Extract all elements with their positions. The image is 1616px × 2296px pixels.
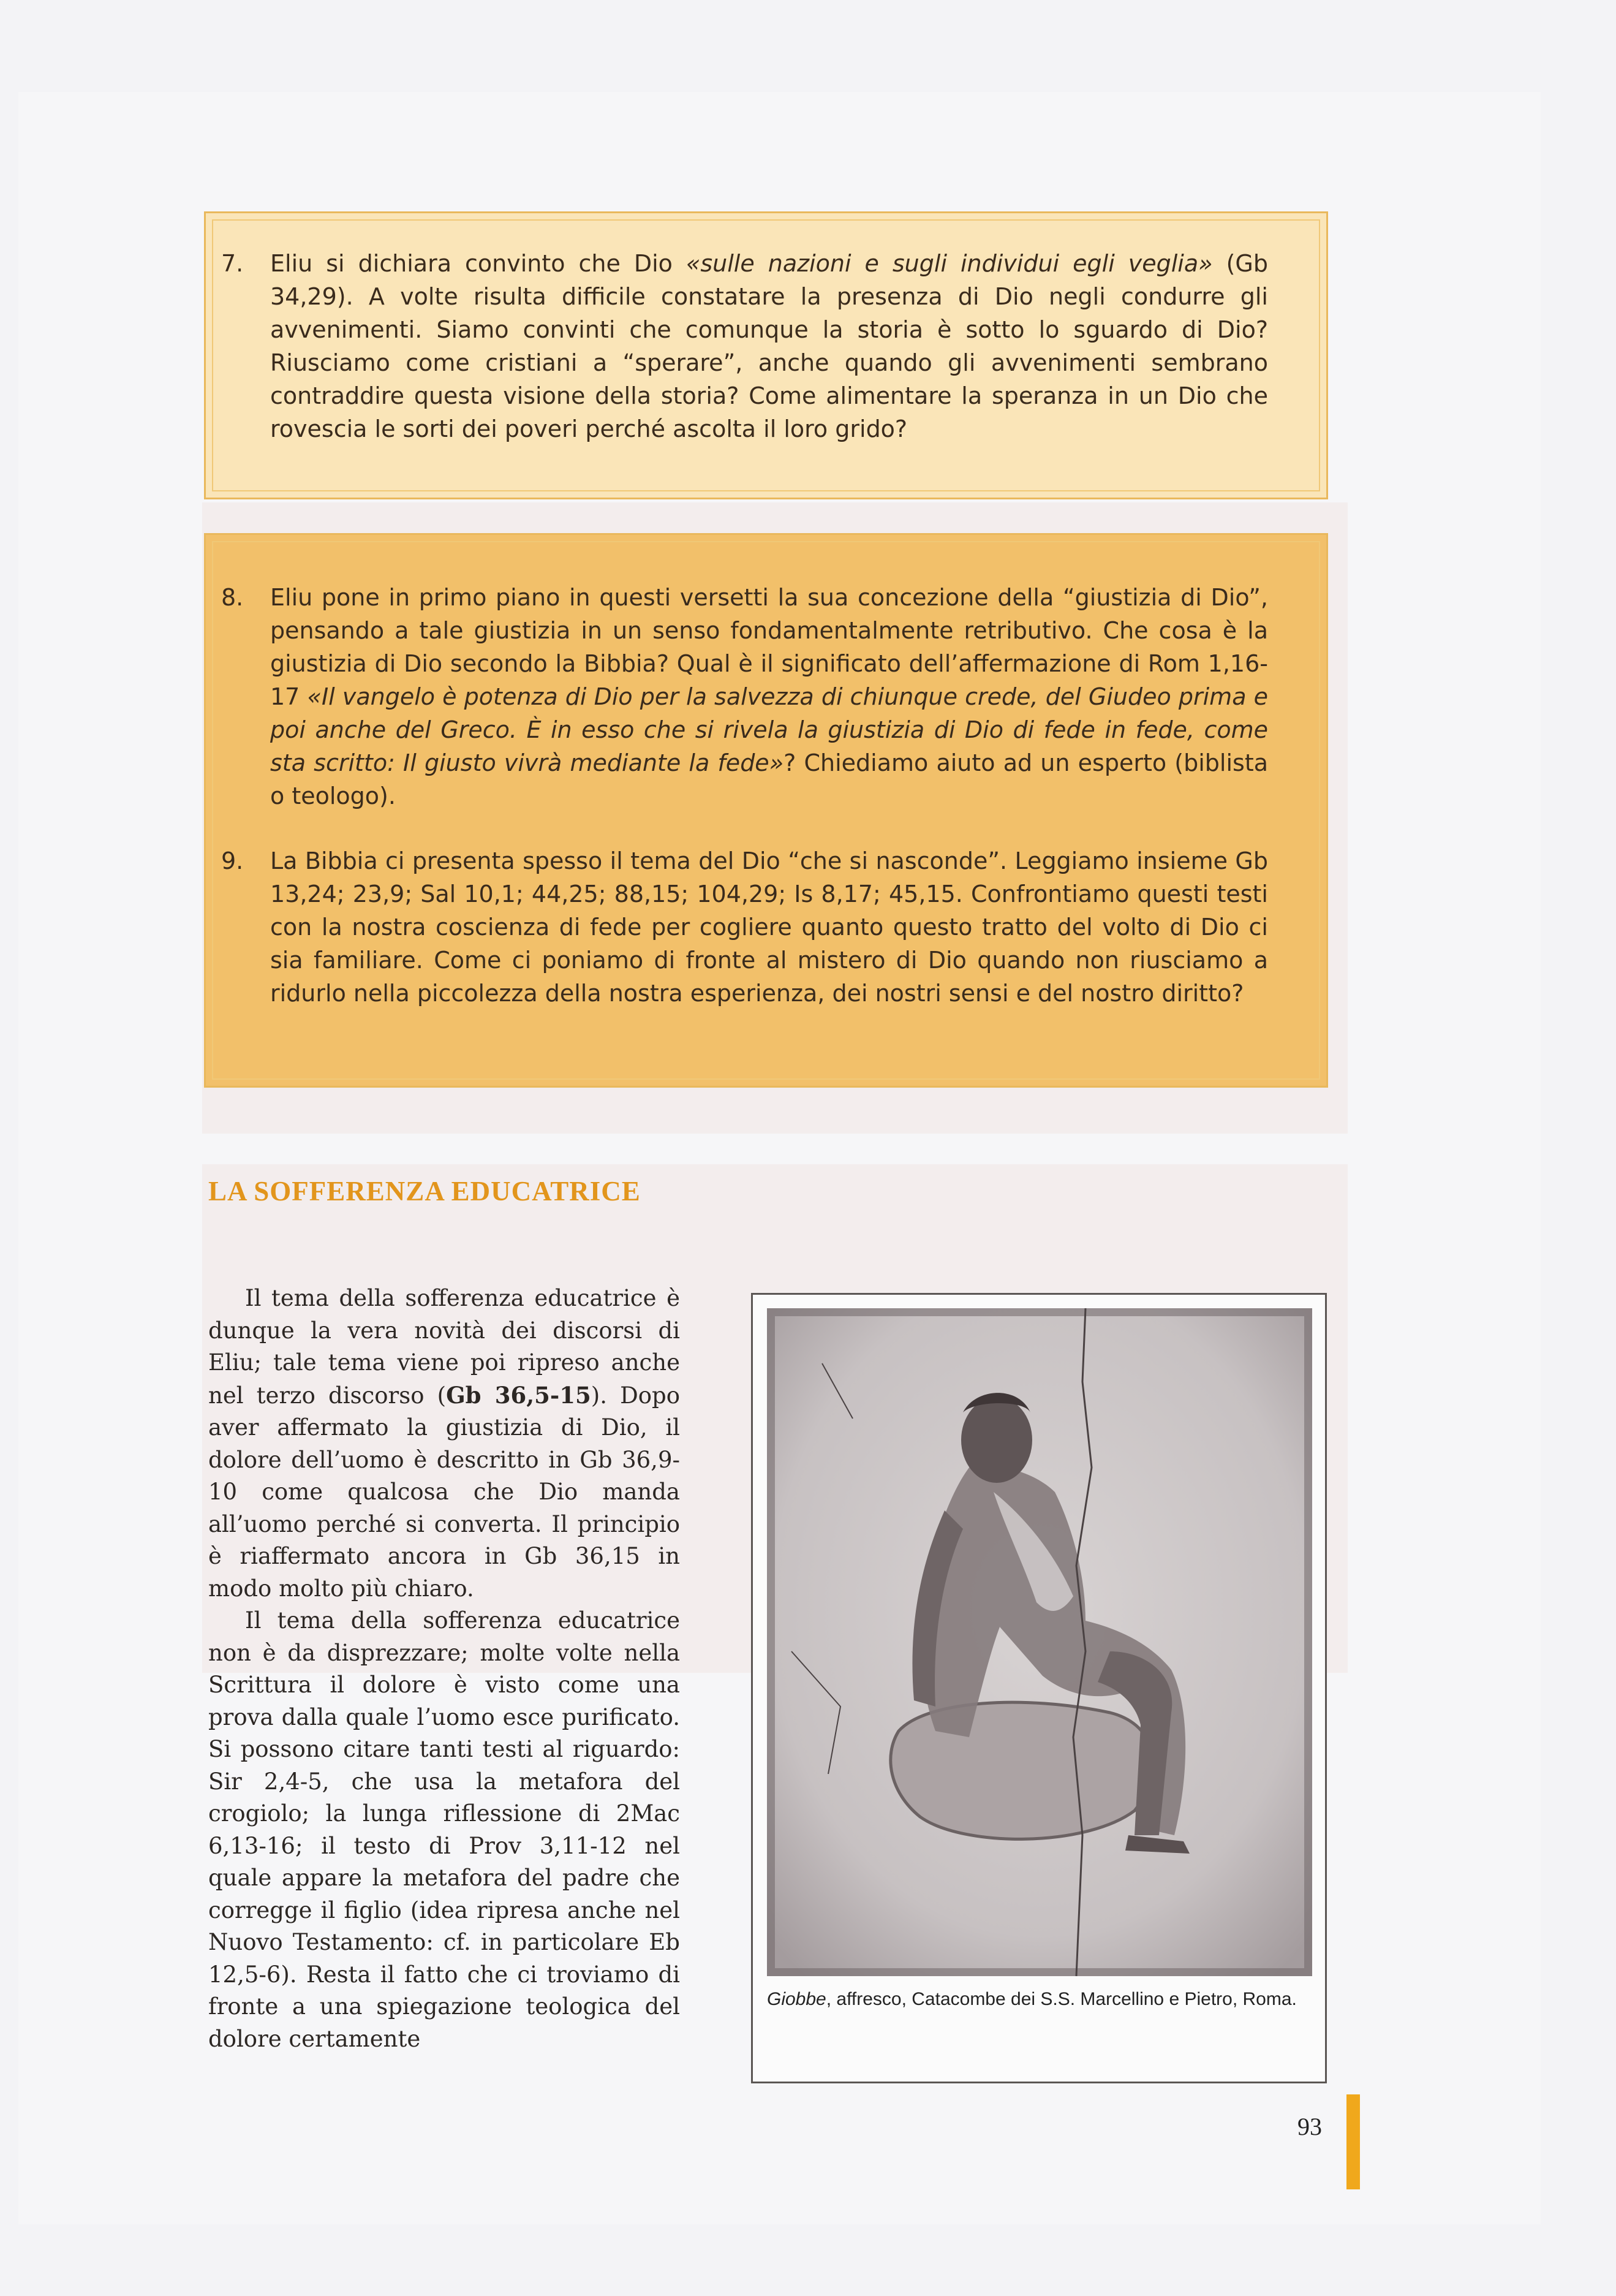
- caption-title: Giobbe: [767, 1989, 826, 2009]
- page-number: 93: [1297, 2113, 1322, 2140]
- section-title: LA SOFFERENZA EDUCATRICE: [208, 1176, 641, 1207]
- question-7: [221, 247, 1268, 445]
- figure-caption: Giobbe, affresco, Catacombe dei S.S. Marcellino e Pietro, Roma.: [767, 1989, 1297, 2009]
- question-box-dark: [204, 533, 1328, 1088]
- question-text: Eliu pone in primo piano in questi versetti la sua concezione della “giustizia di Dio”, pensando a tale giustizia in un senso fondamentalmente retributivo. Che cosa è la giustizia di Dio secondo la Bibbia? Qual è il significato dell’affermazione di Rom 1,16-17 «Il vangelo è potenza di Dio per la salvezza di chiunque crede, del Giudeo prima e poi anche del Greco. È in esso che si rivela la giustizia di Dio di fede in fede, come sta scritto: Il giusto vivrà mediante la fede»? Chiediamo aiuto ad un esperto (biblista o teologo).: [270, 584, 1268, 809]
- question-box-light: [204, 211, 1328, 499]
- question-number: 8.: [221, 584, 244, 611]
- body-text: [208, 1283, 680, 2055]
- question-quote: «Il vangelo è potenza di Dio per la salvezza di chiunque crede, del Giudeo prima e poi anche del Greco. È in esso che si rivela la giustizia di Dio di fede in fede, come sta scritto: Il giusto vivrà mediante la fede»: [270, 683, 1268, 776]
- bible-reference: Gb 36,5-15: [446, 1381, 591, 1409]
- question-number: 7.: [221, 250, 244, 277]
- paragraph: Il tema della sofferenza educatrice è dunque la vera novità dei discorsi di Eliu; tale tema viene poi ripreso anche nel terzo discorso (Gb 36,5-15). Dopo aver affermato la giustizia di Dio, il dolore dell’uomo è descritto in Gb 36,9-10 come qualcosa che Dio manda all’uomo perché si converta. Il principio è riaffermato ancora in Gb 36,15 in modo molto più chiaro.: [208, 1285, 680, 1602]
- question-quote: «sulle nazioni e sugli individui egli veglia»: [685, 250, 1213, 277]
- paragraph: Il tema della sofferenza educatrice non è da disprezzare; molte volte nella Scrittura il dolore è visto come una prova dalla quale l’uomo esce purificato. Si possono citare tanti testi al riguardo: Sir 2,4-5, che usa la metafora del crogiolo; la lunga riflessione di 2Mac 6,13-16; il testo di Prov 3,11-12 nel quale appare la metafora del padre che corregge il figlio (idea ripresa anche nel Nuovo Testamento: cf. in particolare Eb 12,5-6). Resta il fatto che ci troviamo di fronte a una spiegazione teologica del dolore certamente: [208, 1607, 680, 2052]
- question-text: La Bibbia ci presenta spesso il tema del Dio “che si nasconde”. Leggiamo insieme Gb 13,24; 23,9; Sal 10,1; 44,25; 88,15; 104,29; Is 8,17; 45,15. Confrontiamo questi testi con la nostra coscienza di fede per cogliere quanto questo tratto del volto di Dio ci sia familiare. Come ci poniamo di fronte al mistero di Dio quando non riusciamo a ridurlo nella piccolezza della nostra esperienza, dei nostri sensi e del nostro diritto?: [270, 847, 1268, 1007]
- figure: [751, 1293, 1327, 2083]
- question-number: 9.: [221, 847, 244, 874]
- page-tab-marker: [1346, 2094, 1360, 2189]
- question-8: [221, 581, 1268, 813]
- fresco-image: [767, 1308, 1312, 1976]
- question-text: Eliu si dichiara convinto che Dio «sulle nazioni e sugli individui egli veglia» (Gb 34,29). A volte risulta difficile constatare la presenza di Dio negli condurre gli avvenimenti. Siamo convinti che comunque la storia è sotto lo sguardo di Dio? Riusciamo come cristiani a “sperare”, anche quando gli avvenimenti sembrano contraddire questa visione della storia? Come alimentare la speranza in un Dio che rovescia le sorti dei poveri perché ascolta il loro grido?: [270, 250, 1268, 442]
- question-9: [221, 844, 1268, 1010]
